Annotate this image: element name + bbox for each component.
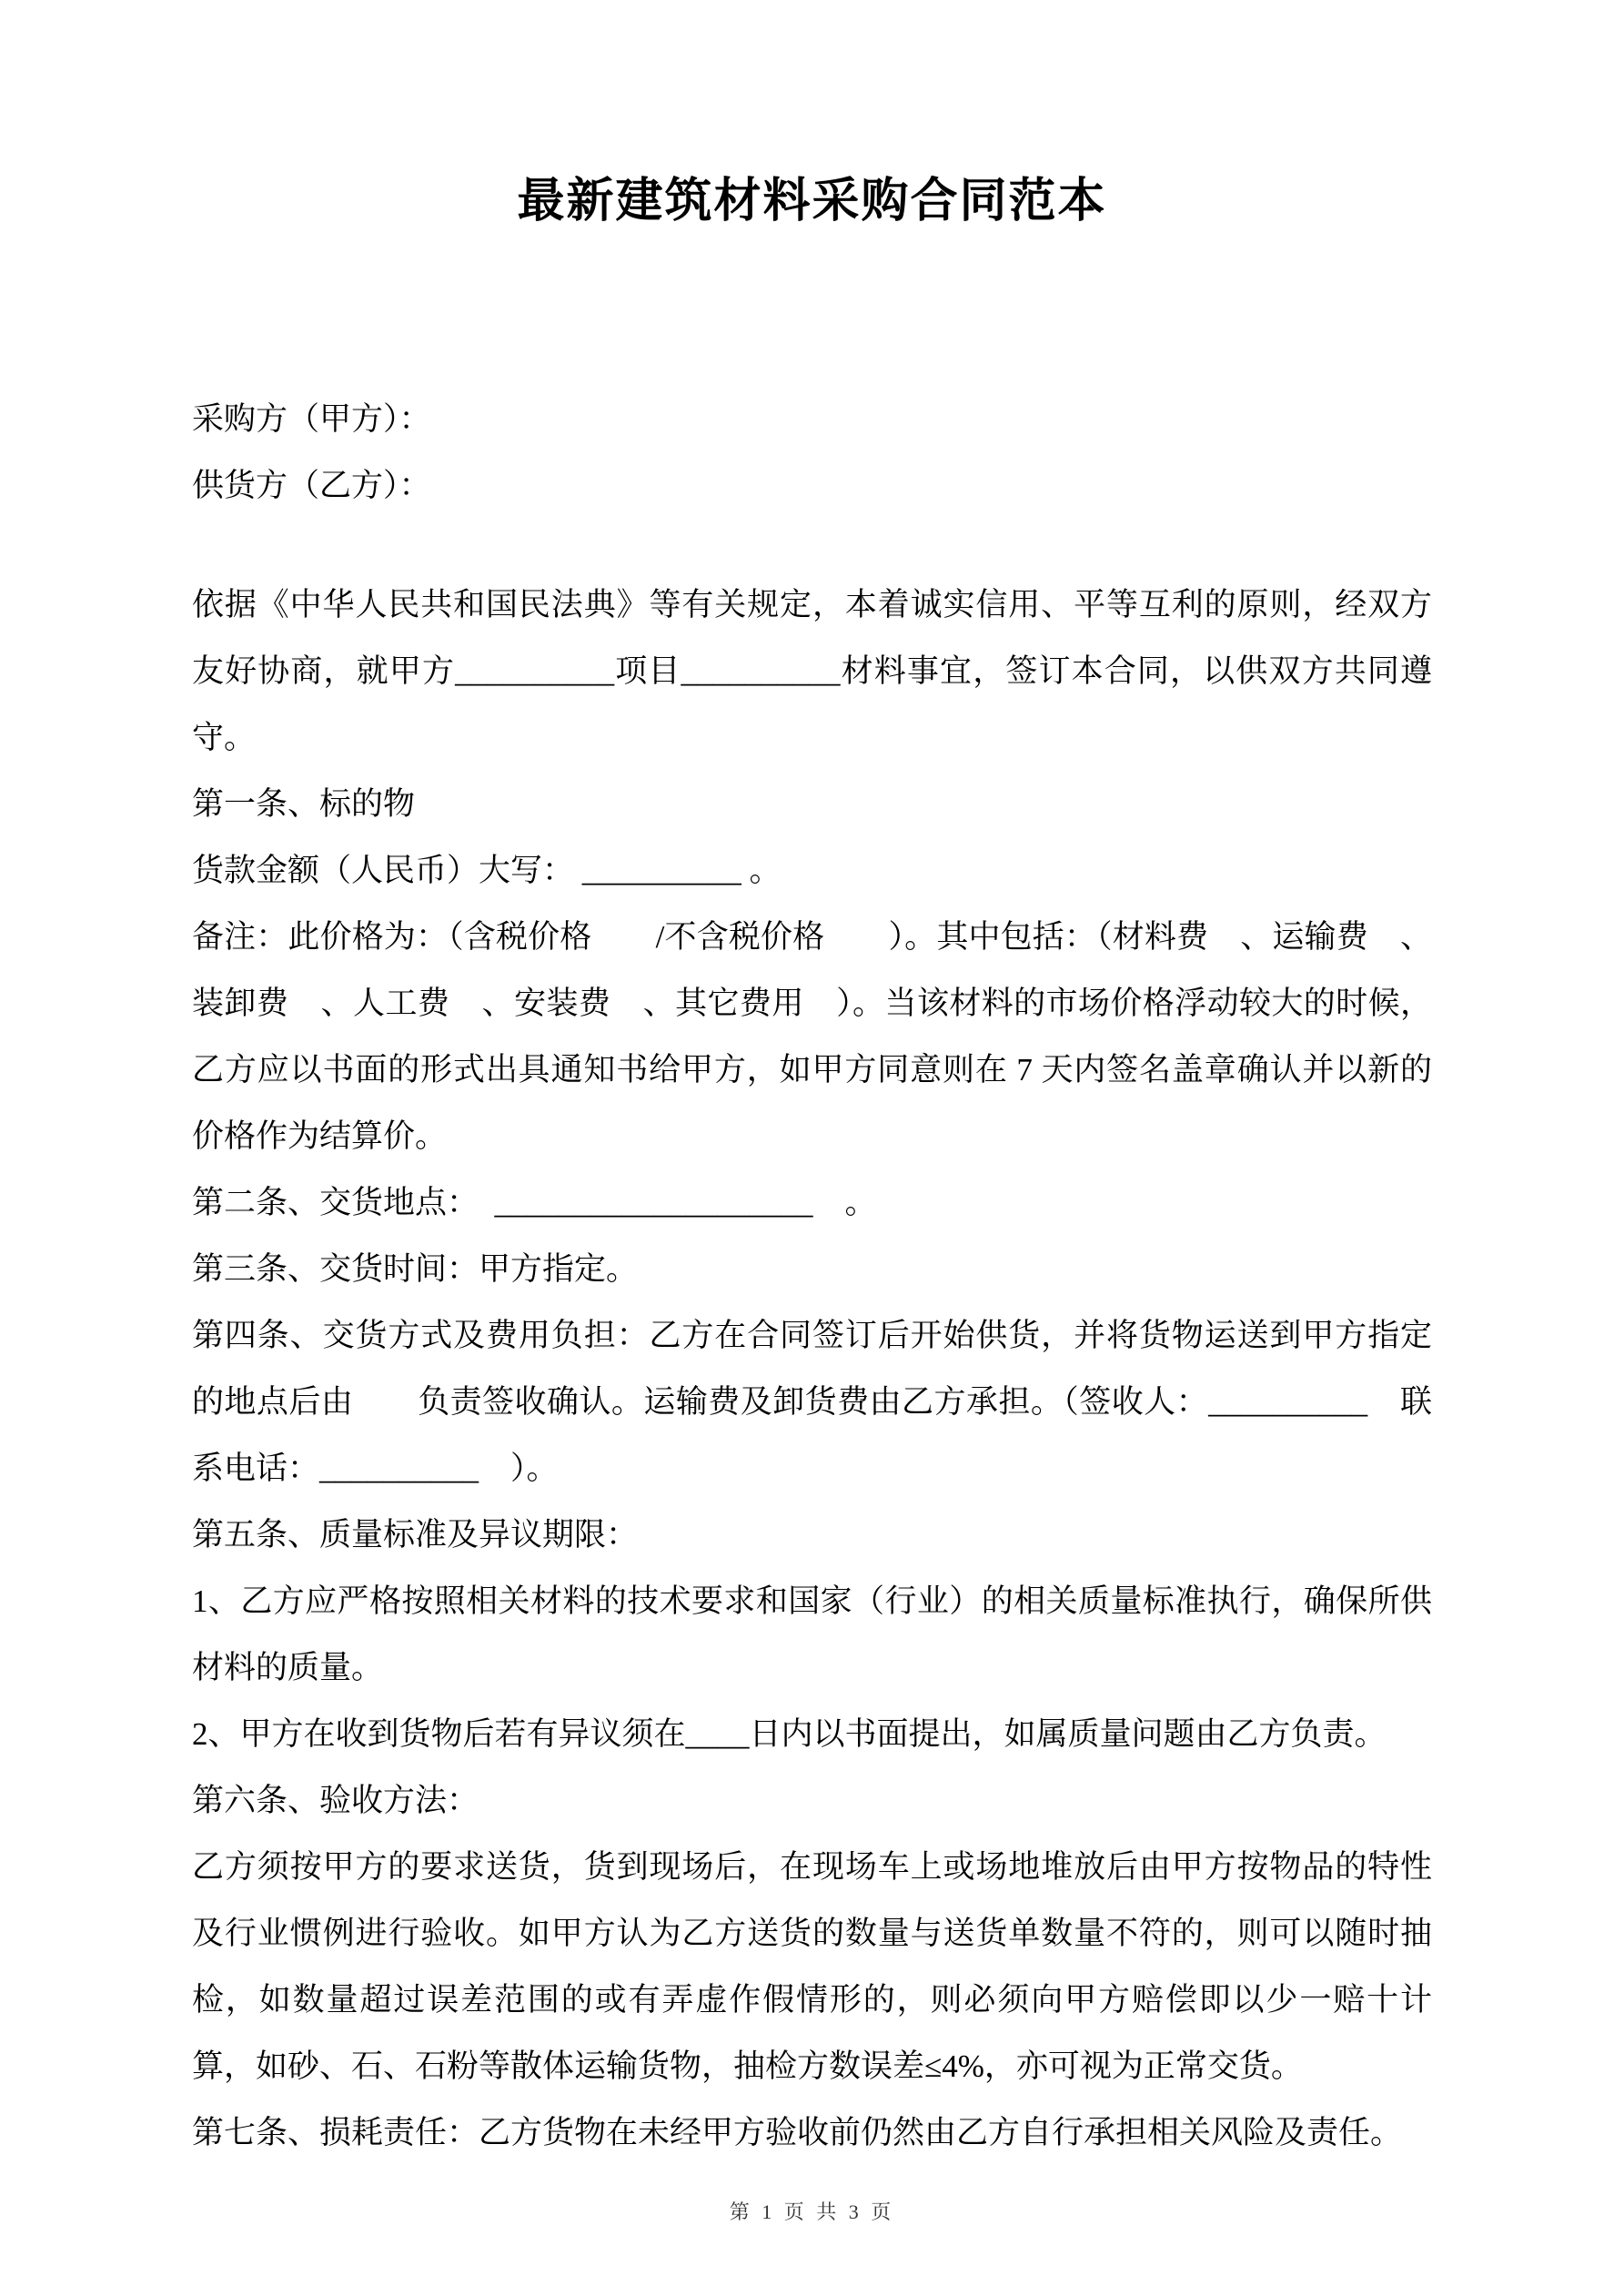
buyer-line: 采购方（甲方）： xyxy=(192,401,431,437)
preamble: 依据《中华人民共和国民法典》等有关规定，本着诚实信用、平等互利的原则，经双方友好协商，就甲方__________项目__________材料事宜，签订本合同，以供双方共同遵守。 xyxy=(192,587,1432,755)
payment-amount-line: 货款金额（人民币）大写： __________ 。 xyxy=(192,853,782,888)
clause-5-item-2: 2、甲方在收到货物后若有异议须在____日内以书面提出，如属质量问题由乙方负责。 xyxy=(192,1716,1387,1752)
clause-1-heading: 第一条、标的物 xyxy=(192,786,416,822)
clause-7-loss-liability: 第七条、损耗责任：乙方货物在未经甲方验收前仍然由乙方自行承担相关风险及责任。 xyxy=(192,2115,1403,2150)
document-title: 最新建筑材料采购合同范本 xyxy=(517,176,1107,228)
clause-5-item-1: 1、乙方应严格按照相关材料的技术要求和国家（行业）的相关质量标准执行，确保所供材料的质量。 xyxy=(192,1583,1432,1685)
clause-4-delivery-method: 第四条、交货方式及费用负担：乙方在合同签订后开始供货，并将货物运送到甲方指定的地点后由 负责签收确认。运输费及卸货费由乙方承担。（签收人：__________ 联系电话：__________ ）。 xyxy=(192,1318,1432,1486)
clause-6-heading: 第六条、验收方法： xyxy=(192,1783,479,1818)
clause-2-delivery-place: 第二条、交货地点： ____________________ 。 xyxy=(192,1185,877,1220)
page-footer: 第 1 页 共 3 页 xyxy=(729,2200,895,2223)
price-note: 备注：此价格为：（含税价格 /不含税价格 ）。其中包括：（材料费 、运输费 、装卸费 、人工费 、安装费 、其它费用 ）。当该材料的市场价格浮动较大的时候，乙方应以书面的形式出具通知书给甲方，如甲方同意则在 7 天内签名盖章确认并以新的价格作为结算价。 xyxy=(192,919,1432,1154)
clause-3-delivery-time: 第三条、交货时间：甲方指定。 xyxy=(192,1251,639,1287)
clause-5-heading: 第五条、质量标准及异议期限： xyxy=(192,1517,639,1553)
clause-6-body: 乙方须按甲方的要求送货，货到现场后，在现场车上或场地堆放后由甲方按物品的特性及行业惯例进行验收。如甲方认为乙方送货的数量与送货单数量不符的，则可以随时抽检，如数量超过误差范围的或有弄虚作假情形的，则必须向甲方赔偿即以少一赔十计算，如砂、石、石粉等散体运输货物，抽检方数误差≤4%，亦可视为正常交货。 xyxy=(192,1849,1432,2084)
supplier-line: 供货方（乙方）： xyxy=(192,468,431,503)
